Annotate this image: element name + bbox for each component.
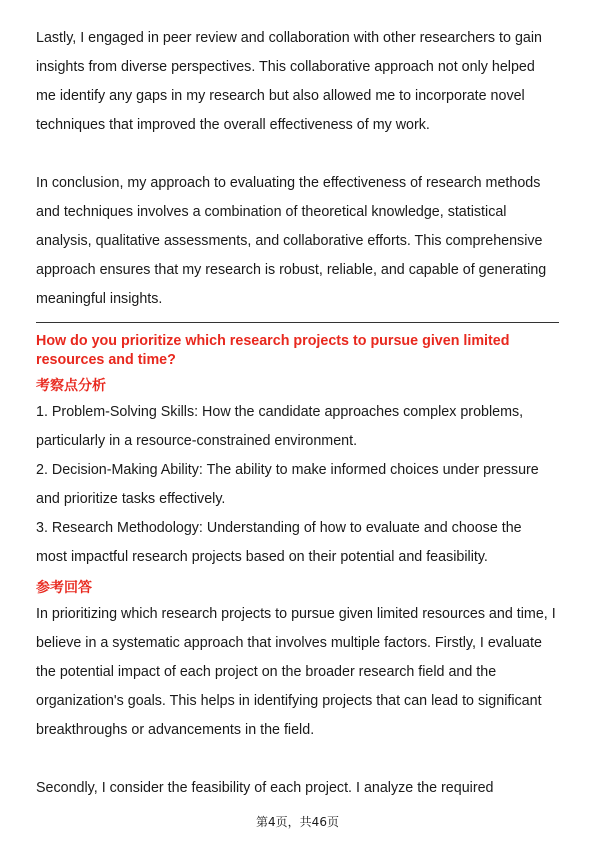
analysis-item-3 bbox=[36, 514, 559, 572]
question-heading bbox=[36, 332, 559, 370]
text-line: and techniques involves a combination of theoretical knowledge, statistical bbox=[36, 204, 507, 220]
question-line: How do you prioritize which research projects to pursue given limited bbox=[36, 333, 510, 349]
text-line: believe in a systematic approach that involves multiple factors. Firstly, I evaluate bbox=[36, 635, 542, 651]
text-line: 1. Problem-Solving Skills: How the candidate approaches complex problems, bbox=[36, 404, 524, 420]
text-line: most impactful research projects based on their potential and feasibility. bbox=[36, 549, 488, 565]
text-line: 3. Research Methodology: Understanding of how to evaluate and choose the bbox=[36, 520, 522, 536]
analysis-item-1 bbox=[36, 398, 559, 456]
paragraph-gap bbox=[36, 745, 559, 774]
answer-label: 参考回答 bbox=[36, 580, 92, 596]
page-footer: 第4页，共46页 bbox=[256, 815, 339, 829]
text-line: approach ensures that my research is robust, reliable, and capable of generating bbox=[36, 262, 547, 278]
text-line: techniques that improved the overall effectiveness of my work. bbox=[36, 117, 430, 133]
text-line: 2. Decision-Making Ability: The ability to make informed choices under pressure bbox=[36, 462, 539, 478]
paragraph-gap bbox=[36, 140, 559, 169]
section-divider bbox=[36, 322, 559, 323]
intro-paragraph-1 bbox=[36, 24, 559, 140]
analysis-label: 考察点分析 bbox=[36, 378, 106, 394]
analysis-list bbox=[36, 398, 559, 572]
text-line: Lastly, I engaged in peer review and collaboration with other researchers to gain bbox=[36, 30, 542, 46]
text-line: breakthroughs or advancements in the field. bbox=[36, 722, 315, 738]
text-line: Secondly, I consider the feasibility of each project. I analyze the required bbox=[36, 780, 494, 796]
document-page bbox=[36, 24, 559, 803]
answer-paragraph-1 bbox=[36, 600, 559, 745]
intro-paragraph-2 bbox=[36, 169, 559, 314]
text-line: In prioritizing which research projects to pursue given limited resources and time, I bbox=[36, 606, 556, 622]
text-line: and prioritize tasks effectively. bbox=[36, 491, 226, 507]
text-line: In conclusion, my approach to evaluating the effectiveness of research methods bbox=[36, 175, 541, 191]
text-line: organization's goals. This helps in identifying projects that can lead to significant bbox=[36, 693, 542, 709]
answer-paragraph-2 bbox=[36, 774, 559, 803]
text-line: insights from diverse perspectives. This collaborative approach not only helped bbox=[36, 59, 535, 75]
text-line: particularly in a resource-constrained environment. bbox=[36, 433, 358, 449]
analysis-item-2 bbox=[36, 456, 559, 514]
text-line: analysis, qualitative assessments, and collaborative efforts. This comprehensive bbox=[36, 233, 543, 249]
text-line: the potential impact of each project on the broader research field and the bbox=[36, 664, 497, 680]
question-line: resources and time? bbox=[36, 352, 176, 368]
text-line: meaningful insights. bbox=[36, 291, 163, 307]
text-line: me identify any gaps in my research but also allowed me to incorporate novel bbox=[36, 88, 525, 104]
